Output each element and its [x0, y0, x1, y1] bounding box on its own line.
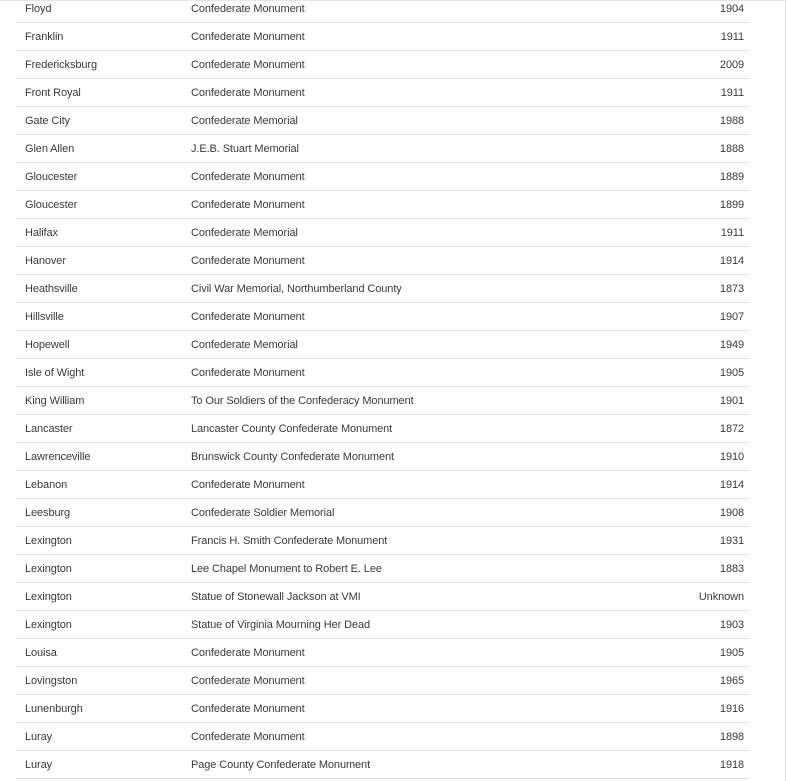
city-cell: Lexington: [16, 555, 191, 583]
table-row: [16, 219, 749, 247]
city-cell: Luray: [16, 723, 191, 751]
city-cell: Floyd: [16, 0, 191, 23]
city-cell: Lexington: [16, 583, 191, 611]
city-cell: Heathsville: [16, 275, 191, 303]
monument-name-cell: Francis H. Smith Confederate Monument: [191, 527, 591, 555]
table-row: [16, 499, 749, 527]
table-row: [16, 527, 749, 555]
monument-name-cell: Lancaster County Confederate Monument: [191, 415, 591, 443]
year-cell: Unknown: [591, 583, 749, 611]
table-row: [16, 135, 749, 163]
monument-name-cell: Confederate Monument: [191, 471, 591, 499]
city-cell: Leesburg: [16, 499, 191, 527]
city-cell: Franklin: [16, 23, 191, 51]
monument-name-cell: Confederate Monument: [191, 79, 591, 107]
table-row: [16, 0, 749, 23]
table-row: [16, 359, 749, 387]
table-row: [16, 583, 749, 611]
table-row: [16, 51, 749, 79]
table-row: [16, 163, 749, 191]
year-cell: 1883: [591, 555, 749, 583]
year-cell: 1898: [591, 723, 749, 751]
city-cell: Gate City: [16, 107, 191, 135]
table-row: [16, 387, 749, 415]
table-row: [16, 107, 749, 135]
year-cell: 1918: [591, 751, 749, 779]
year-cell: 1889: [591, 163, 749, 191]
year-cell: 1914: [591, 471, 749, 499]
year-cell: 1907: [591, 303, 749, 331]
year-cell: 1911: [591, 79, 749, 107]
year-cell: 1905: [591, 359, 749, 387]
monument-name-cell: Confederate Monument: [191, 247, 591, 275]
year-cell: 1910: [591, 443, 749, 471]
table-row: [16, 751, 749, 779]
table-row: [16, 415, 749, 443]
year-cell: 1965: [591, 667, 749, 695]
year-cell: 1911: [591, 23, 749, 51]
table-row: [16, 667, 749, 695]
year-cell: 2009: [591, 51, 749, 79]
city-cell: King William: [16, 387, 191, 415]
city-cell: Hanover: [16, 247, 191, 275]
monument-name-cell: Confederate Monument: [191, 303, 591, 331]
year-cell: 1888: [591, 135, 749, 163]
city-cell: Gloucester: [16, 163, 191, 191]
monument-name-cell: To Our Soldiers of the Confederacy Monument: [191, 387, 591, 415]
table-row: [16, 723, 749, 751]
monument-name-cell: Confederate Monument: [191, 23, 591, 51]
city-cell: Glen Allen: [16, 135, 191, 163]
monument-name-cell: Statue of Stonewall Jackson at VMI: [191, 583, 591, 611]
monument-name-cell: Confederate Monument: [191, 359, 591, 387]
monument-name-cell: Confederate Monument: [191, 51, 591, 79]
city-cell: Hopewell: [16, 331, 191, 359]
year-cell: 1911: [591, 219, 749, 247]
monument-name-cell: Confederate Monument: [191, 667, 591, 695]
city-cell: Lancaster: [16, 415, 191, 443]
year-cell: 1904: [591, 0, 749, 23]
monument-name-cell: Confederate Memorial: [191, 331, 591, 359]
table-row: [16, 471, 749, 499]
city-cell: Lexington: [16, 611, 191, 639]
table-row: [16, 639, 749, 667]
year-cell: 1916: [591, 695, 749, 723]
city-cell: Hillsville: [16, 303, 191, 331]
city-cell: Gloucester: [16, 191, 191, 219]
city-cell: Halifax: [16, 219, 191, 247]
city-cell: Lunenburgh: [16, 695, 191, 723]
city-cell: Luray: [16, 751, 191, 779]
monument-name-cell: Civil War Memorial, Northumberland County: [191, 275, 591, 303]
table-row: [16, 331, 749, 359]
monument-name-cell: Confederate Monument: [191, 0, 591, 23]
city-cell: Lovingston: [16, 667, 191, 695]
monument-name-cell: Statue of Virginia Mourning Her Dead: [191, 611, 591, 639]
table-row: [16, 23, 749, 51]
monuments-table: [16, 0, 749, 779]
city-cell: Fredericksburg: [16, 51, 191, 79]
city-cell: Front Royal: [16, 79, 191, 107]
table-row: [16, 275, 749, 303]
city-cell: Isle of Wight: [16, 359, 191, 387]
monument-name-cell: Confederate Memorial: [191, 107, 591, 135]
monument-name-cell: Confederate Monument: [191, 191, 591, 219]
monument-name-cell: Confederate Monument: [191, 695, 591, 723]
table-row: [16, 611, 749, 639]
city-cell: Lebanon: [16, 471, 191, 499]
city-cell: Lawrenceville: [16, 443, 191, 471]
year-cell: 1931: [591, 527, 749, 555]
monument-name-cell: Confederate Monument: [191, 163, 591, 191]
monument-name-cell: Brunswick County Confederate Monument: [191, 443, 591, 471]
year-cell: 1988: [591, 107, 749, 135]
year-cell: 1905: [591, 639, 749, 667]
monument-name-cell: Confederate Soldier Memorial: [191, 499, 591, 527]
monument-name-cell: Page County Confederate Monument: [191, 751, 591, 779]
monument-name-cell: Confederate Monument: [191, 639, 591, 667]
monument-name-cell: Confederate Memorial: [191, 219, 591, 247]
city-cell: Lexington: [16, 527, 191, 555]
monument-name-cell: J.E.B. Stuart Memorial: [191, 135, 591, 163]
year-cell: 1914: [591, 247, 749, 275]
table-row: [16, 191, 749, 219]
table-row: [16, 555, 749, 583]
year-cell: 1949: [591, 331, 749, 359]
year-cell: 1872: [591, 415, 749, 443]
year-cell: 1908: [591, 499, 749, 527]
monuments-table-body: [16, 0, 749, 779]
monument-name-cell: Confederate Monument: [191, 723, 591, 751]
table-row: [16, 443, 749, 471]
year-cell: 1901: [591, 387, 749, 415]
year-cell: 1899: [591, 191, 749, 219]
city-cell: Louisa: [16, 639, 191, 667]
table-row: [16, 79, 749, 107]
year-cell: 1903: [591, 611, 749, 639]
table-row: [16, 695, 749, 723]
year-cell: 1873: [591, 275, 749, 303]
table-row: [16, 247, 749, 275]
table-row: [16, 303, 749, 331]
monument-name-cell: Lee Chapel Monument to Robert E. Lee: [191, 555, 591, 583]
